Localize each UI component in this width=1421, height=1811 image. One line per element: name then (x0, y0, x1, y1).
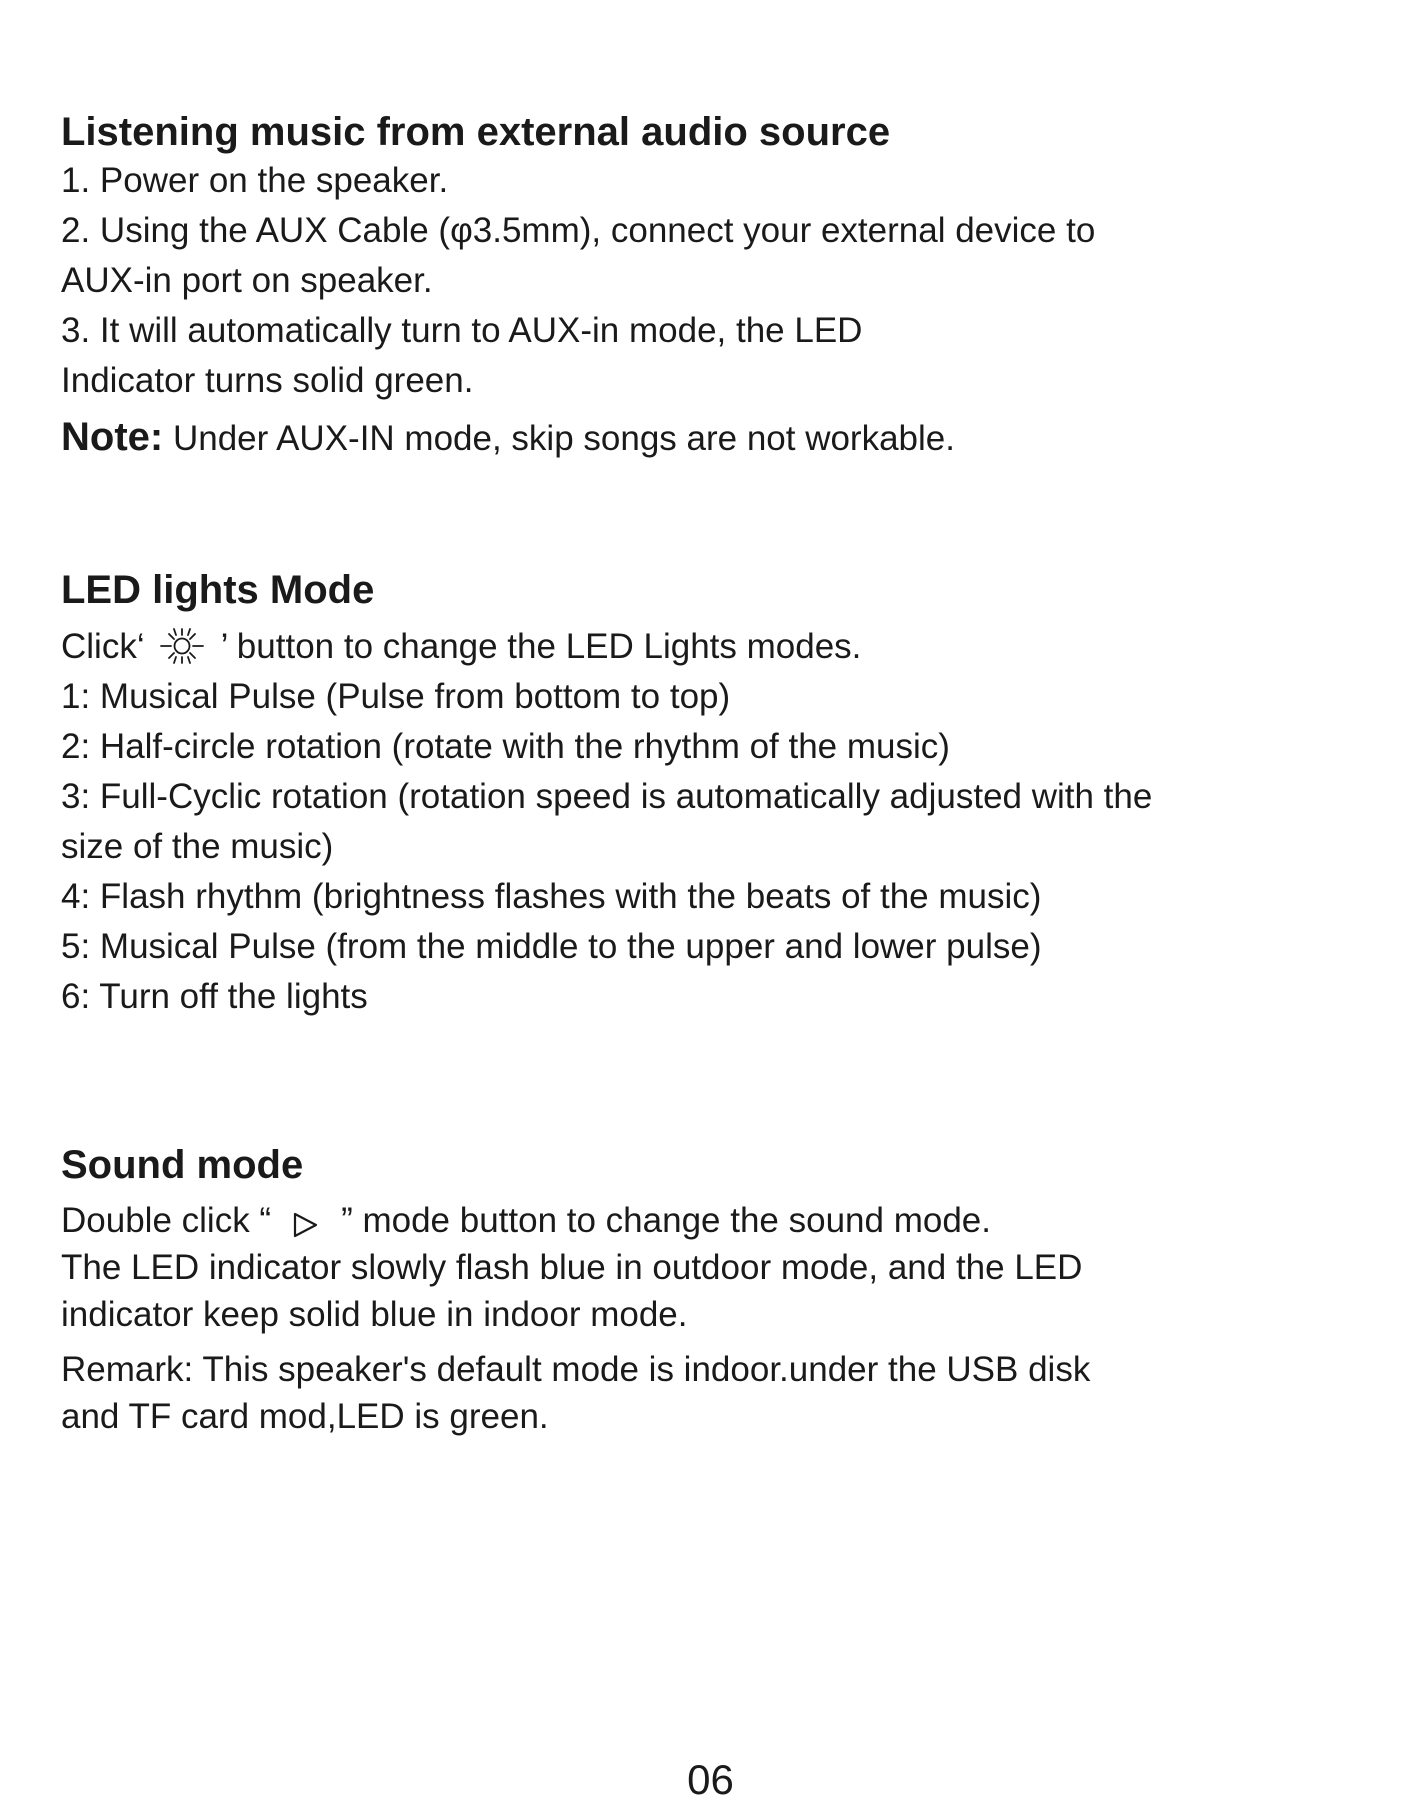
led-mode-item: 3: Full-Cyclic rotation (rotation speed is automatically adjusted with the (61, 777, 1153, 816)
sound-section (61, 1141, 1090, 1440)
sound-desc-line: The LED indicator slowly flash blue in outdoor mode, and the LED (61, 1248, 1083, 1287)
led-section (61, 566, 1152, 1022)
led-section-title: LED lights Mode (61, 568, 375, 612)
led-intro-after: ’ button to change the LED Lights modes. (220, 627, 862, 666)
aux-step-line: AUX-in port on speaker. (61, 261, 433, 300)
play-icon (289, 1205, 321, 1235)
aux-step-line: Indicator turns solid green. (61, 361, 474, 400)
led-mode-item: 4: Flash rhythm (brightness flashes with the beats of the music) (61, 877, 1042, 916)
page-number: 06 (687, 1756, 734, 1803)
aux-section (61, 108, 1095, 464)
led-mode-item: size of the music) (61, 827, 334, 866)
remark-line: Remark: This speaker's default mode is indoor.under the USB disk (61, 1350, 1091, 1389)
aux-steps (61, 156, 1095, 406)
aux-step-line: 3. It will automatically turn to AUX-in mode, the LED (61, 311, 863, 350)
sound-remark (61, 1346, 1090, 1440)
led-mode-item: 6: Turn off the lights (61, 977, 368, 1016)
sun-light-icon (157, 626, 207, 666)
aux-step-line: 1. Power on the speaker. (61, 161, 449, 200)
sound-intro-line (61, 1197, 1090, 1244)
aux-section-title: Listening music from external audio source (61, 110, 891, 154)
led-mode-item: 1: Musical Pulse (Pulse from bottom to top) (61, 677, 731, 716)
sound-intro-after: ” mode button to change the sound mode. (341, 1201, 991, 1240)
sound-section-title: Sound mode (61, 1143, 304, 1187)
led-intro-before: Click‘ (61, 627, 145, 666)
note-label: Note: (61, 415, 164, 459)
sound-desc-line: indicator keep solid blue in indoor mode. (61, 1295, 688, 1334)
led-mode-item: 5: Musical Pulse (from the middle to the upper and lower pulse) (61, 927, 1042, 966)
aux-step-line: 2. Using the AUX Cable (φ3.5mm), connect your external device to (61, 211, 1096, 250)
note-text: Under AUX-IN mode, skip songs are not workable. (172, 419, 955, 458)
led-mode-item: 2: Half-circle rotation (rotate with the rhythm of the music) (61, 727, 950, 766)
led-mode-list (61, 622, 1152, 1022)
remark-line: and TF card mod,LED is green. (61, 1397, 549, 1436)
sound-intro-before: Double click “ (61, 1201, 272, 1240)
led-intro-line (61, 622, 1152, 672)
sound-description (61, 1197, 1090, 1338)
aux-note (61, 412, 1095, 464)
